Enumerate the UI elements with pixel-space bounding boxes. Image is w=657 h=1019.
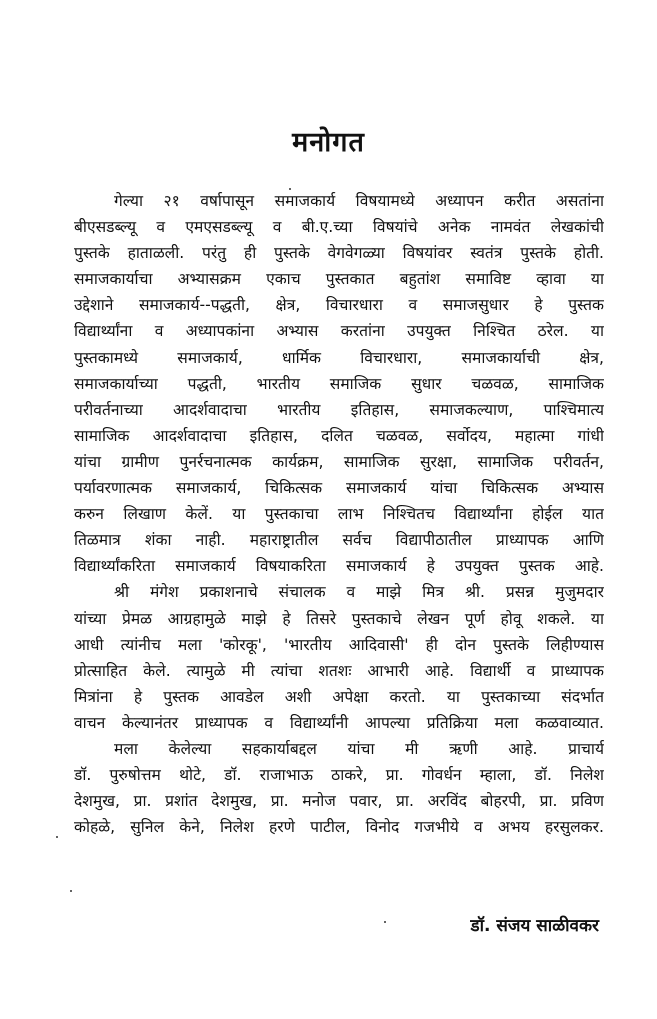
page-title: मनोगत — [292, 127, 365, 158]
text-line: परीवर्तनाच्या आदर्शवादाचा भारतीय इतिहास, समाजकल्याण, पाश्चिमात्य — [74, 400, 604, 419]
text-line: करुन लिखाण केलें. या पुस्तकाचा लाभ निश्चितच विद्यार्थ्यांना होईल यात — [74, 505, 604, 524]
text-line: वाचन केल्यानंतर प्राध्यापक व विद्यार्थ्यांनी आपल्या प्रतिक्रिया मला कळवाव्यात. — [74, 713, 604, 732]
text-line: आधी त्यांनीच मला 'कोरकू', 'भारतीय आदिवासी' ही दोन पुस्तके लिहीण्यास — [74, 635, 604, 654]
text-line: गेल्या २१ वर्षापासून समाजकार्य विषयामध्ये अध्यापन करीत असतांना — [114, 192, 604, 210]
text-line: विद्यार्थ्यांकरिता समाजकार्य विषयाकरिता समाजकार्य हे उपयुक्त पुस्तक आहे. — [74, 557, 604, 576]
text-line: पर्यावरणात्मक समाजकार्य, चिकित्सक समाजकार्य यांचा चिकित्सक अभ्यास — [74, 479, 604, 498]
text-line: कोहळे, सुनिल केने, निलेश हरणे पाटील, विनोद गजभीये व अभय हरसुलकर. — [74, 818, 604, 837]
text-line: बीएसडब्ल्यू व एमएसडब्ल्यू व बी.ए.च्या विषयांचे अनेक नामवंत लेखकांची — [74, 218, 604, 237]
scan-speck — [70, 890, 72, 892]
text-line: यांच्या प्रेमळ आग्रहामुळे माझे हे तिसरे पुस्तकाचे लेखन पूर्ण होवू शकले. या — [74, 609, 604, 628]
paragraph-acknowledgements — [74, 736, 604, 840]
text-line: समाजकार्याच्या पद्धती, भारतीय समाजिक सुधार चळवळ, सामाजिक — [74, 374, 604, 393]
author-signature: डॉ. संजय साळीवकर — [470, 916, 599, 936]
text-line: समाजकार्याचा अभ्यासक्रम एकाच पुस्तकात बहुतांश समाविष्ट व्हावा या — [74, 270, 604, 289]
text-line: देशमुख, प्रा. प्रशांत देशमुख, प्रा. मनोज पवार, प्रा. अरविंद बोहरपी, प्रा. प्रविण — [74, 792, 604, 811]
text-line: यांचा ग्रामीण पुनर्रचनात्मक कार्यक्रम, सामाजिक सुरक्षा, सामाजिक परीवर्तन, — [74, 452, 604, 471]
text-line: सामाजिक आदर्शवादाचा इतिहास, दलित चळवळ, सर्वोदय, महात्मा गांधी — [74, 426, 604, 445]
body-text — [74, 188, 604, 840]
text-line: पुस्तके हाताळली. परंतु ही पुस्तके वेगवेगळ्या विषयांवर स्वतंत्र पुस्तके होती. — [74, 244, 604, 263]
paragraph-intro — [74, 188, 604, 579]
text-line: पुस्तकामध्ये समाजकार्य, धार्मिक विचारधारा, समाजकार्याची क्षेत्र, — [74, 348, 604, 367]
text-line: श्री मंगेश प्रकाशनाचे संचालक व माझे मित्र श्री. प्रसन्न मुजुमदार — [114, 583, 604, 602]
text-line: उद्देशाने समाजकार्य--पद्धती, क्षेत्र, विचारधारा व समाजसुधार हे पुस्तक — [74, 296, 604, 315]
text-line: डॉ. पुरुषोत्तम थोटे, डॉ. राजाभाऊ ठाकरे, प्रा. गोवर्धन म्हाला, डॉ. निलेश — [74, 766, 604, 785]
text-line: मित्रांना हे पुस्तक आवडेल अशी अपेक्षा करतो. या पुस्तकाच्या संदर्भात — [74, 687, 604, 706]
text-line: प्रोत्साहित केले. त्यामुळे मी त्यांचा शतशः आभारी आहे. विद्यार्थी व प्राध्यापक — [74, 661, 604, 680]
text-line: विद्यार्थ्यांना व अध्यापकांना अभ्यास करतांना उपयुक्त निश्चित ठरेल. या — [74, 322, 604, 341]
scan-speck — [56, 836, 58, 838]
paragraph-thanks-publisher — [74, 579, 604, 736]
scan-speck — [384, 921, 386, 923]
text-line: तिळमात्र शंका नाही. महाराष्ट्रातील सर्वच विद्यापीठातील प्राध्यापक आणि — [74, 531, 604, 550]
scan-speck — [289, 188, 291, 190]
text-line: मला केलेल्या सहकार्याबद्दल यांचा मी ऋणी आहे. प्राचार्य — [114, 739, 604, 758]
